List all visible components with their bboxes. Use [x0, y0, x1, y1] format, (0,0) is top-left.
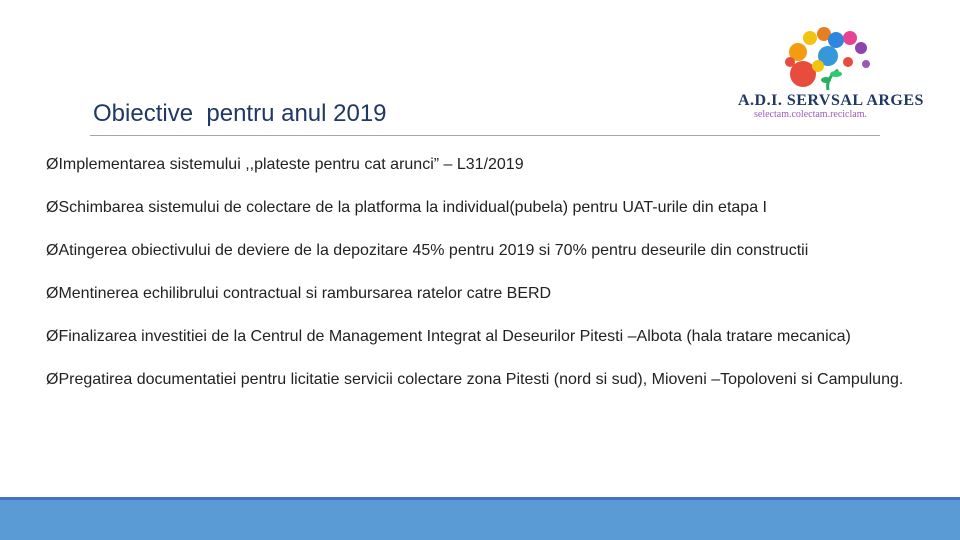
arrow-bullet-icon: Ø [46, 371, 59, 388]
logo-name: A.D.I. SERVSAL ARGES [738, 92, 924, 109]
logo-tagline: selectam.colectam.reciclam. [754, 109, 867, 120]
arrow-bullet-icon: Ø [46, 242, 59, 259]
bullet-text: Finalizarea investitiei de la Centrul de Management Integrat al Deseurilor Pitesti –Albota (hala tratare mecanica) [58, 328, 851, 345]
objectives-list [46, 154, 912, 412]
arrow-bullet-icon: Ø [46, 285, 59, 302]
bullet-text: Pregatirea documentatiei pentru licitatie servicii colectare zona Pitesti (nord si sud), Mioveni –Topoloveni si Campulung. [58, 371, 904, 388]
list-item [46, 197, 912, 218]
logo [728, 26, 928, 122]
arrow-bullet-icon: Ø [46, 328, 59, 345]
list-item [46, 240, 912, 261]
bullet-text: Implementarea sistemului ,,plateste pentru cat arunci” – L31/2019 [58, 156, 524, 173]
arrow-bullet-icon: Ø [46, 156, 59, 173]
bullet-text: Schimbarea sistemului de colectare de la platforma la individual(pubela) pentru UAT-urile din etapa I [58, 199, 767, 216]
logo-circles-icon [728, 26, 928, 96]
bullet-text: Atingerea obiectivului de deviere de la depozitare 45% pentru 2019 si 70% pentru deseurile din constructii [58, 242, 809, 259]
arrow-bullet-icon: Ø [46, 199, 59, 216]
list-item [46, 283, 912, 304]
bullet-text: Mentinerea echilibrului contractual si rambursarea ratelor catre BERD [58, 285, 552, 302]
list-item [46, 154, 912, 175]
list-item [46, 369, 912, 390]
footer-bar [0, 500, 960, 540]
slide-title: Obiective pentru anul 2019 [93, 100, 387, 127]
list-item [46, 326, 912, 347]
title-divider [90, 135, 880, 136]
